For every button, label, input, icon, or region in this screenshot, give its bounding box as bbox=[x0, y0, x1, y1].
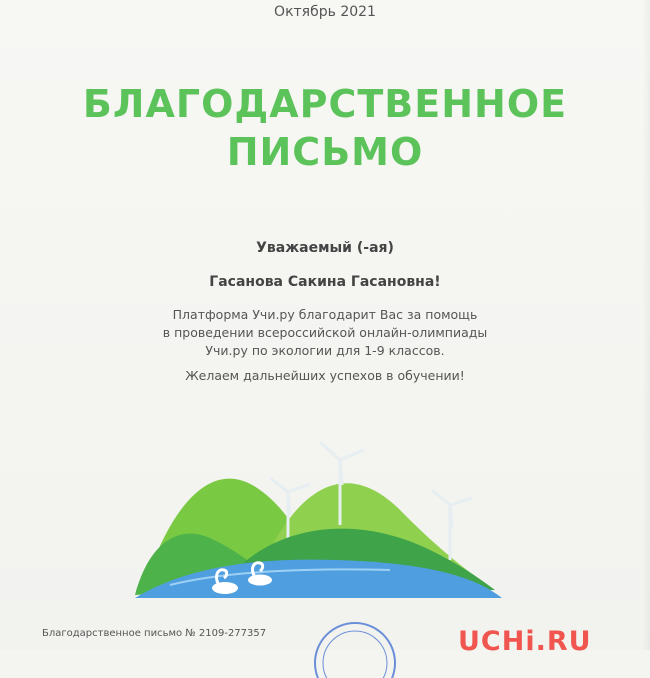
title-line-2: ПИСЬМО bbox=[226, 130, 424, 174]
body-line-1: Платформа Учи.ру благодарит Вас за помощь bbox=[172, 307, 478, 322]
stamp-seal bbox=[300, 618, 410, 678]
letter-number: Благодарственное письмо № 2109-277357 bbox=[42, 628, 267, 639]
wish-text: Желаем дальнейших успехов в обучении! bbox=[185, 368, 465, 383]
letter-body bbox=[0, 306, 650, 360]
landscape-illustration bbox=[110, 420, 520, 620]
brand-logo: UCHi.RU bbox=[458, 626, 592, 657]
body-line-3: Учи.ру по экологии для 1-9 классов. bbox=[205, 343, 445, 358]
issue-date: Октябрь 2021 bbox=[274, 4, 376, 20]
document-title bbox=[0, 80, 650, 176]
title-line-1: БЛАГОДАРСТВЕННОЕ bbox=[82, 82, 568, 126]
greeting: Уважаемый (-ая) bbox=[256, 240, 394, 256]
recipient-name: Гасанова Сакина Гасановна! bbox=[209, 274, 441, 290]
body-line-2: в проведении всероссийской онлайн-олимпиады bbox=[162, 325, 488, 340]
